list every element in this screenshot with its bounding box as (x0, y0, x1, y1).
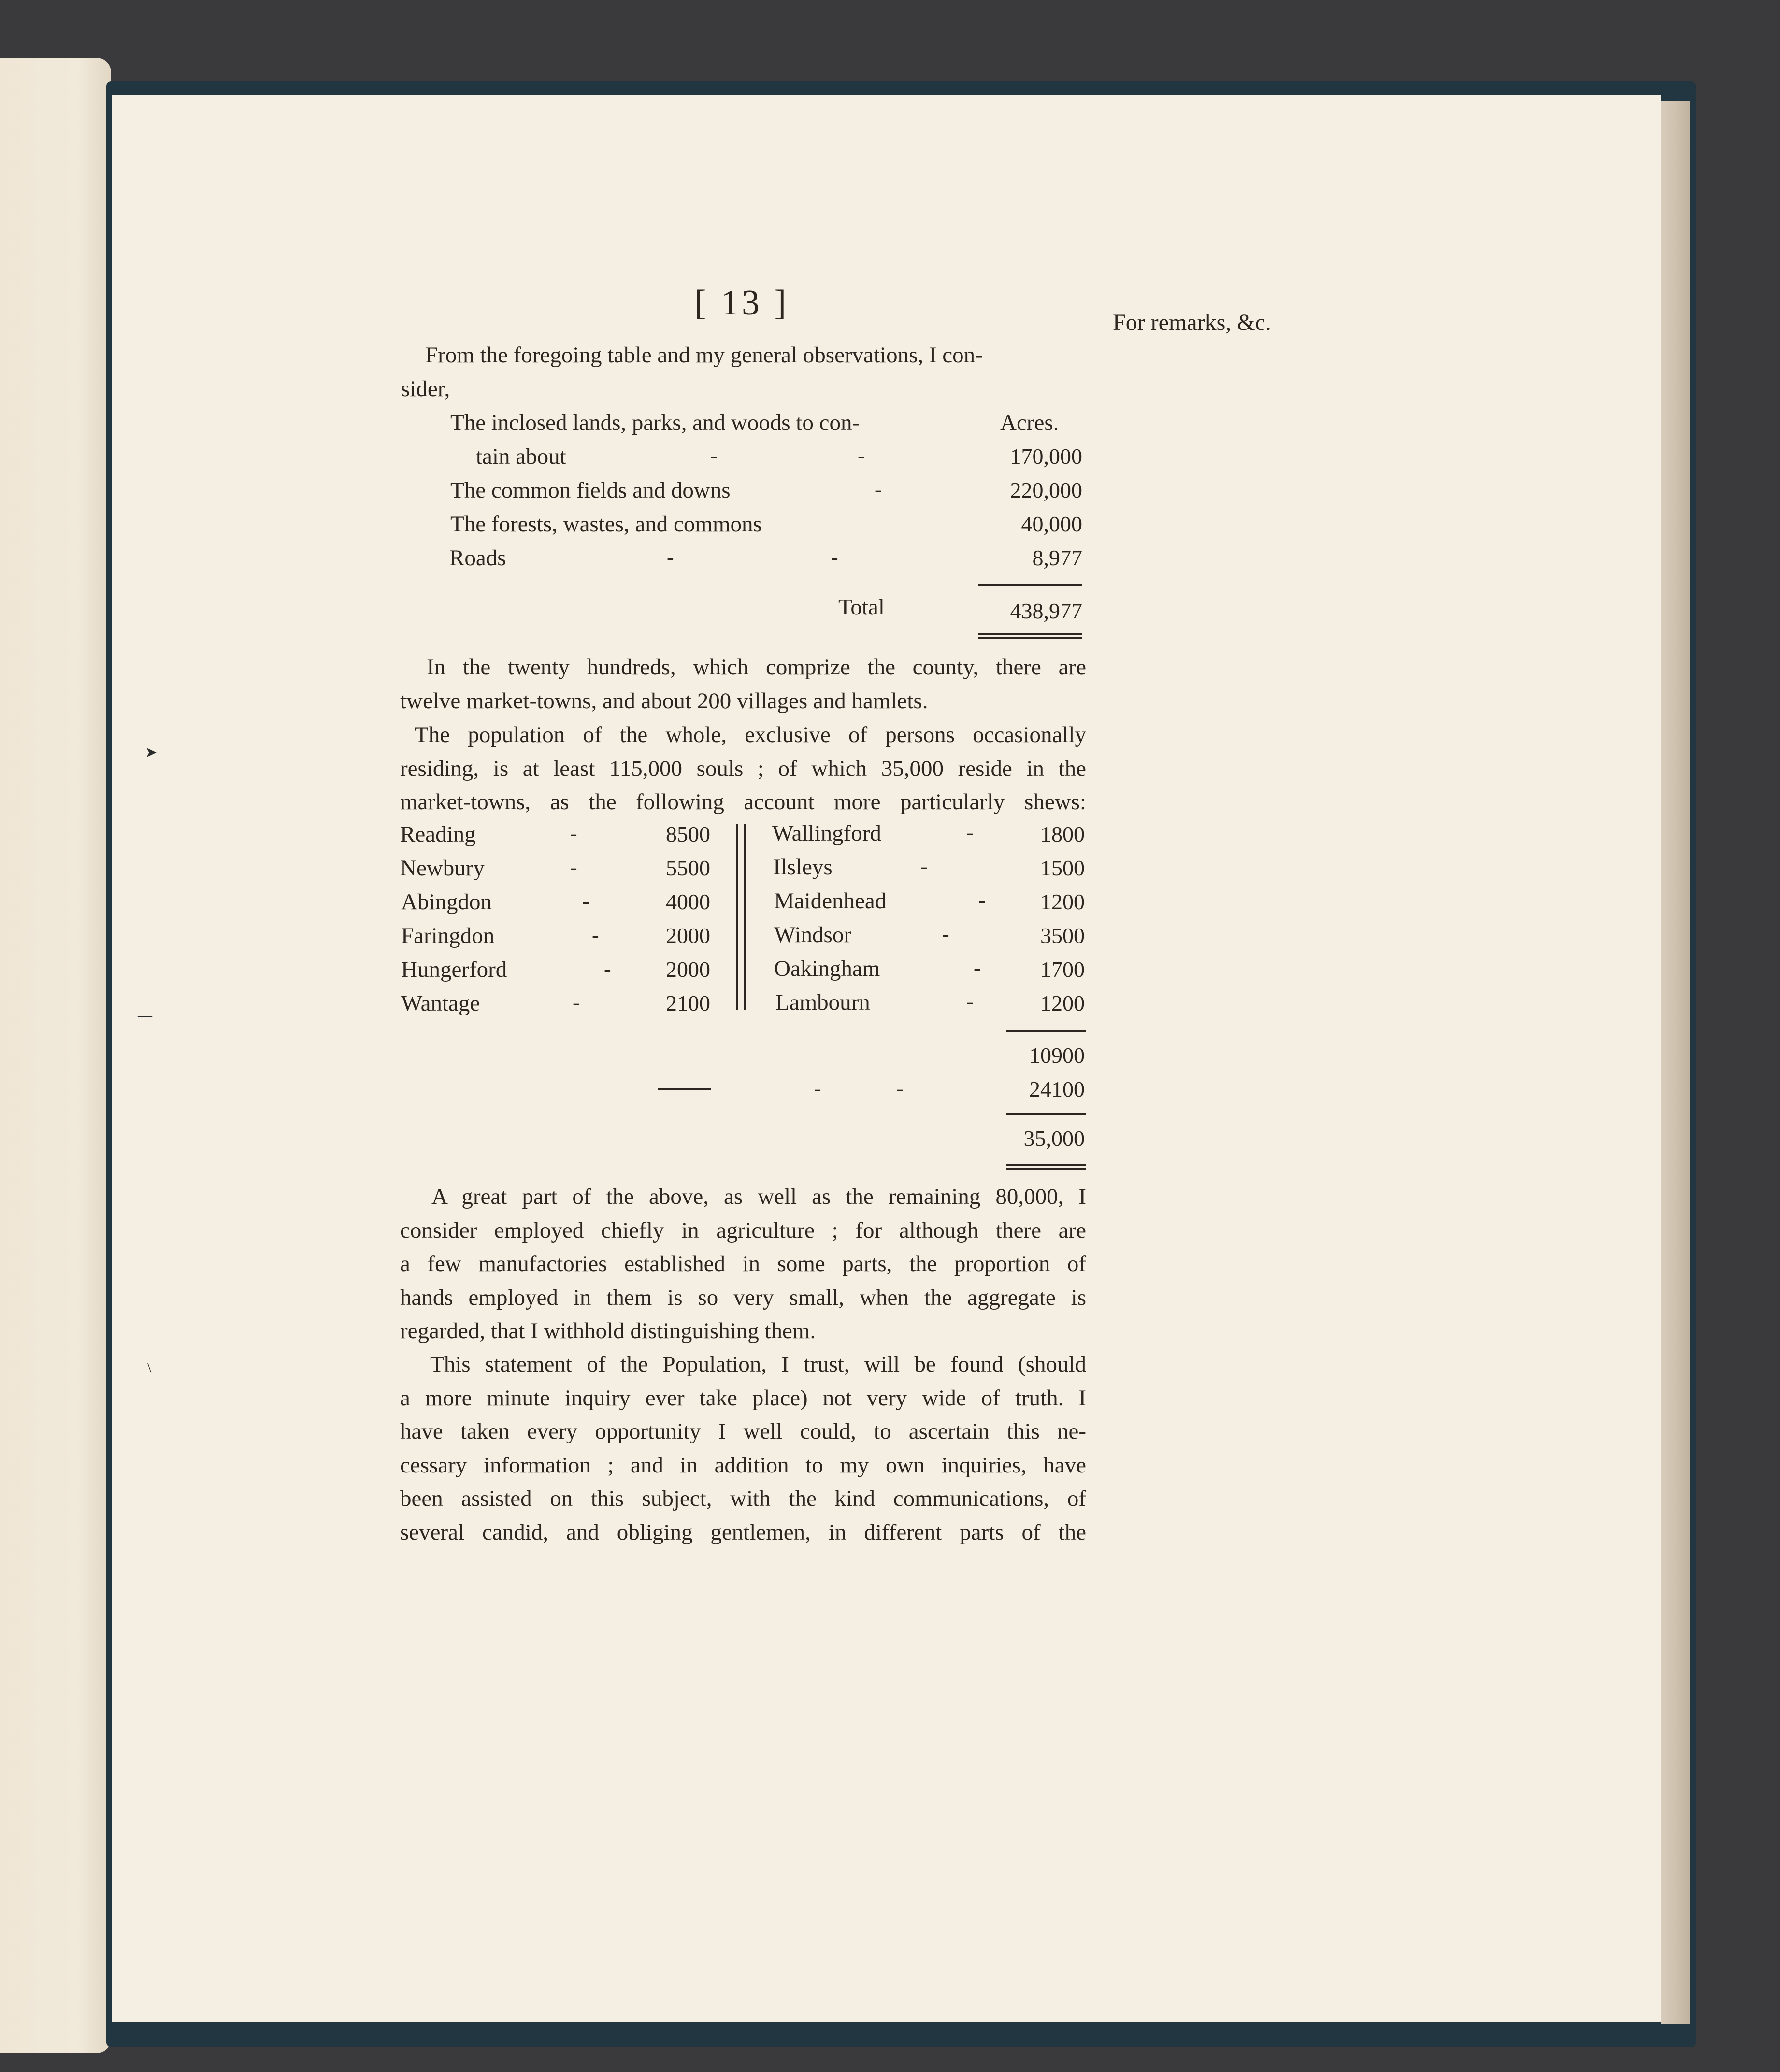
town-value-ilsleys: 1500 (1040, 856, 1085, 880)
margin-mark: \ (147, 1360, 152, 1376)
column-divider (744, 824, 746, 1010)
text-line: regarded, that I withhold distinguishing them. (400, 1318, 816, 1343)
total-double-rule (978, 637, 1082, 639)
land-value-common: 220,000 (1010, 478, 1082, 502)
text-line: cessary information ; and in addition to my own inquiries, have (400, 1452, 1086, 1478)
land-value-forests: 40,000 (1021, 512, 1082, 536)
text-line: twelve market-towns, and about 200 villages and hamlets. (400, 688, 928, 714)
leader-dash: - (966, 821, 974, 844)
margin-mark: ➤ (145, 744, 158, 760)
page-fore-edge (1661, 101, 1690, 2024)
leader-dash: - (831, 545, 838, 569)
town-name-abingdon: Abingdon (401, 889, 492, 915)
town-value-hungerford: 2000 (666, 957, 710, 982)
subtotal-right-column: 10900 (1029, 1043, 1085, 1068)
leader-dash: - (814, 1077, 821, 1100)
leader-dash: - (896, 1077, 904, 1100)
sum-rule (978, 584, 1082, 586)
text-line: residing, is at least 115,000 souls ; of which 35,000 reside in the (400, 756, 1086, 781)
leader-dash: - (604, 957, 611, 981)
town-value-abingdon: 4000 (666, 889, 710, 914)
town-name-ilsleys: Ilsleys (773, 855, 833, 880)
paragraph-statement (400, 1348, 1086, 1549)
text-line: This statement of the Population, I trust, will be found (should (430, 1352, 1086, 1377)
town-value-wantage: 2100 (666, 991, 710, 1015)
text-line: several candid, and obliging gentlemen, in different parts of the (400, 1519, 1086, 1545)
leader-dash: - (667, 545, 674, 569)
land-label-roads: Roads (449, 545, 506, 571)
text-line: have taken every opportunity I well could, to ascertain this ne- (400, 1419, 1086, 1444)
land-value-inclosed: 170,000 (1010, 444, 1082, 469)
intro-line-2: sider, (401, 376, 450, 401)
leader-dash: - (570, 822, 577, 845)
right-page (112, 95, 1661, 2022)
leader-dash: - (966, 990, 974, 1014)
leader-dash: - (920, 855, 928, 878)
column-divider (736, 824, 738, 1010)
leader-dash: - (875, 478, 882, 501)
land-label-inclosed-a: The inclosed lands, parks, and woods to con- (450, 410, 860, 435)
land-label-forests: The forests, wastes, and commons (450, 512, 762, 537)
town-value-maidenhead: 1200 (1040, 889, 1085, 914)
leader-dash: - (858, 444, 865, 468)
town-name-oakingham: Oakingham (774, 956, 880, 981)
text-line: been assisted on this subject, with the kind communications, of (400, 1486, 1086, 1511)
town-name-wallingford: Wallingford (772, 821, 881, 846)
text-line: market-towns, as the following account more particularly shews: (400, 789, 1086, 815)
total-double-rule (1006, 1164, 1086, 1166)
paragraph-population (400, 718, 1086, 819)
town-value-lambourn: 1200 (1040, 991, 1085, 1015)
intro-line-1: From the foregoing table and my general observations, I con- (425, 343, 983, 368)
paragraph-hundreds (400, 651, 1086, 718)
leader-dash: - (974, 956, 981, 980)
total-double-rule (1006, 1168, 1086, 1170)
town-name-hungerford: Hungerford (401, 957, 507, 982)
total-double-rule (978, 633, 1082, 635)
town-value-newbury: 5500 (666, 856, 710, 880)
total-label: Total (838, 595, 885, 620)
town-name-maidenhead: Maidenhead (774, 888, 887, 914)
text-line: hands employed in them is so very small, when the aggregate is (400, 1285, 1086, 1310)
left-page (0, 58, 111, 2053)
town-name-faringdon: Faringdon (401, 923, 495, 948)
subtotal-left-column: 24100 (1029, 1077, 1085, 1101)
leader-dash: - (710, 444, 718, 468)
town-value-windsor: 3500 (1040, 923, 1085, 948)
town-name-windsor: Windsor (774, 922, 851, 947)
leader-dash: - (582, 889, 589, 913)
sum-rule (1006, 1113, 1086, 1115)
total-value: 438,977 (1010, 599, 1082, 623)
town-name-lambourn: Lambourn (775, 990, 870, 1015)
leader-dash: - (978, 888, 986, 912)
land-label-inclosed-b: tain about (476, 444, 566, 469)
leader-dash: - (570, 856, 577, 879)
side-note: For remarks, &c. (1113, 310, 1271, 335)
paragraph-agriculture (400, 1180, 1086, 1348)
town-value-faringdon: 2000 (666, 923, 710, 948)
text-line: a more minute inquiry ever take place) not very wide of truth. I (400, 1385, 1086, 1411)
leader-dash: - (592, 923, 599, 947)
text-line: consider employed chiefly in agriculture ; for although there are (400, 1217, 1086, 1243)
grand-total: 35,000 (1023, 1126, 1085, 1151)
sum-rule (1006, 1030, 1086, 1032)
town-value-reading: 8500 (666, 822, 710, 846)
text-line: a few manufactories established in some parts, the proportion of (400, 1251, 1086, 1276)
town-name-wantage: Wantage (401, 991, 480, 1016)
acres-header: Acres. (1000, 410, 1059, 435)
text-line: The population of the whole, exclusive of persons occasionally (415, 722, 1086, 747)
land-value-roads: 8,977 (1032, 545, 1082, 570)
town-value-wallingford: 1800 (1040, 822, 1085, 846)
text-line: In the twenty hundreds, which comprize the county, there are (427, 655, 1086, 680)
leader-dash: - (942, 922, 949, 946)
page-number: [ 13 ] (694, 283, 790, 323)
land-label-common: The common fields and downs (450, 478, 731, 503)
carry-rule (658, 1088, 711, 1090)
margin-mark: — (138, 1007, 152, 1023)
leader-dash: - (573, 991, 580, 1015)
text-line: A great part of the above, as well as the remaining 80,000, I (431, 1184, 1086, 1209)
town-name-newbury: Newbury (400, 856, 485, 881)
town-value-oakingham: 1700 (1040, 957, 1085, 982)
town-name-reading: Reading (400, 822, 476, 847)
